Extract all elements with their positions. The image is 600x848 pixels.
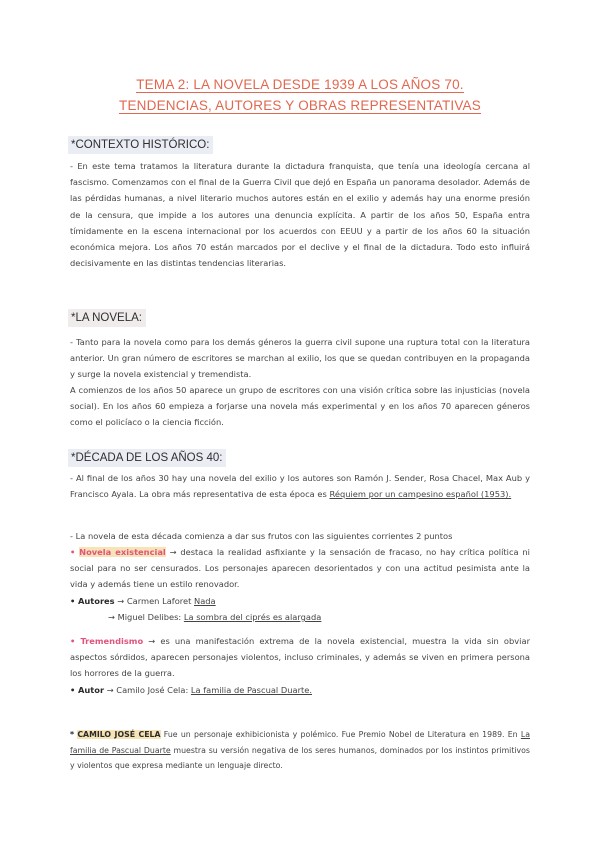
arrow-right-icon: → bbox=[148, 636, 156, 646]
label-autor: Autor bbox=[77, 685, 105, 695]
paragraph-corrientes: - La novela de esta década comienza a dar sus frutos con las siguientes corrientes 2 puntos bbox=[70, 531, 453, 541]
book-nada: Nada bbox=[194, 596, 216, 606]
title-line-2: TENDENCIAS, AUTORES Y OBRAS REPRESENTATIVAS bbox=[119, 98, 481, 113]
arrow-right-icon: → bbox=[106, 685, 114, 695]
arrow-right-icon: → bbox=[169, 547, 177, 557]
bullet-icon: • bbox=[70, 596, 76, 606]
paragraph-cela: * CAMILO JOSÉ CELA Fue un personaje exhibicionista y polémico. Fue Premio Nobel de Literatura en 1989. En La familia de Pascual Duarte muestra su versión negativa de los seres humanos, dominados por los instintos primitivos y violentos que expresa mediante un lenguaje directo. bbox=[70, 730, 530, 770]
label-tremendismo: Tremendismo bbox=[80, 636, 144, 646]
paragraph-contexto: - En este tema tratamos la literatura durante la dictadura franquista, que tenía una ideología cercana al fascismo. Comenzamos con el final de la Guerra Civil que dejó en España un panorama desolador. Además de las pérdidas humanas, a nivel literario muchos autores están en el exilio y además hay una enorme presión de la censura, que impide a los autores una denuncia explícita. A partir de los años 50, España entra tímidamente en la escena internacional por los acuerdos con EEUU y a partir de los años 60 la situación económica mejora. Los años 70 están marcados por el declive y el final de la dictadura. Todo esto influirá decisivamente en las distintas tendencias literarias. bbox=[70, 161, 530, 269]
arrow-right-icon: → bbox=[108, 612, 115, 622]
line-autores-2: → Miguel Delibes: La sombra del ciprés es alargada bbox=[108, 612, 322, 622]
book-requiem: Réquiem por un campesino español (1953). bbox=[329, 489, 512, 500]
line-autor-cela: • Autor → Camilo José Cela: La familia de Pascual Duarte. bbox=[70, 685, 312, 695]
heading-decada: *DÉCADA DE LOS AÑOS 40: bbox=[68, 449, 226, 467]
paragraph-tremendismo: • Tremendismo → es una manifestación extrema de la novela existencial, muestra la vida sin obviar aspectos sórdidos, aparecen personajes violentos, incluso criminales, y además se viven en primera persona los horrores de la guerra. bbox=[70, 636, 530, 679]
paragraph-existencial: • Novela existencial → destaca la realidad asfixiante y la sensación de fracaso, no hay crítica política ni social para no ser censurados. Los personajes aparecen desorientados y con una actitud pesimista ante la vida y además tiene un estilo renovador. bbox=[70, 547, 530, 590]
book-sombra: La sombra del ciprés es alargada bbox=[183, 612, 322, 622]
book-pascual-duarte-2: La familia de Pascual Duarte bbox=[70, 730, 530, 755]
label-autores: Autores bbox=[77, 596, 115, 606]
paragraph-exilio: - Al final de los años 30 hay una novela del exilio y los autores son Ramón J. Sender, Rosa Chacel, Max Aub y Francisco Ayala. La obra más representativa de esta época es Réquiem por un campesino español (1953). bbox=[70, 473, 530, 500]
paragraph-novela-1: - Tanto para la novela como para los demás géneros la guerra civil supone una ruptura total con la literatura anterior. Un gran número de escritores se marchan al exilio, los que se quedan contribuyen en la propaganda y surge la novela existencial y tremendista. bbox=[70, 337, 530, 380]
book-pascual-duarte: La familia de Pascual Duarte. bbox=[190, 685, 312, 695]
title-line-1: TEMA 2: LA NOVELA DESDE 1939 A LOS AÑOS 70. bbox=[136, 77, 464, 92]
label-existencial: Novela existencial bbox=[79, 547, 166, 557]
heading-novela: *LA NOVELA: bbox=[68, 309, 146, 327]
label-cela: CAMILO JOSÉ CELA bbox=[77, 730, 161, 739]
star-icon: * bbox=[70, 730, 75, 739]
bullet-icon: • bbox=[70, 547, 76, 557]
heading-contexto: *CONTEXTO HISTÓRICO: bbox=[68, 136, 213, 154]
bullet-icon: • bbox=[70, 636, 76, 646]
bullet-icon: • bbox=[70, 685, 76, 695]
paragraph-novela-2: A comienzos de los años 50 aparece un grupo de escritores con una visión crítica sobre las injusticias (novela social). En los años 60 empieza a forjarse una novela más experimental y en los años 70 aparecen géneros como el policíaco o la ciencia ficción. bbox=[70, 385, 530, 428]
arrow-right-icon: → bbox=[117, 596, 125, 606]
document-title bbox=[0, 74, 600, 116]
line-autores-1: • Autores → Carmen Laforet Nada bbox=[70, 596, 216, 606]
